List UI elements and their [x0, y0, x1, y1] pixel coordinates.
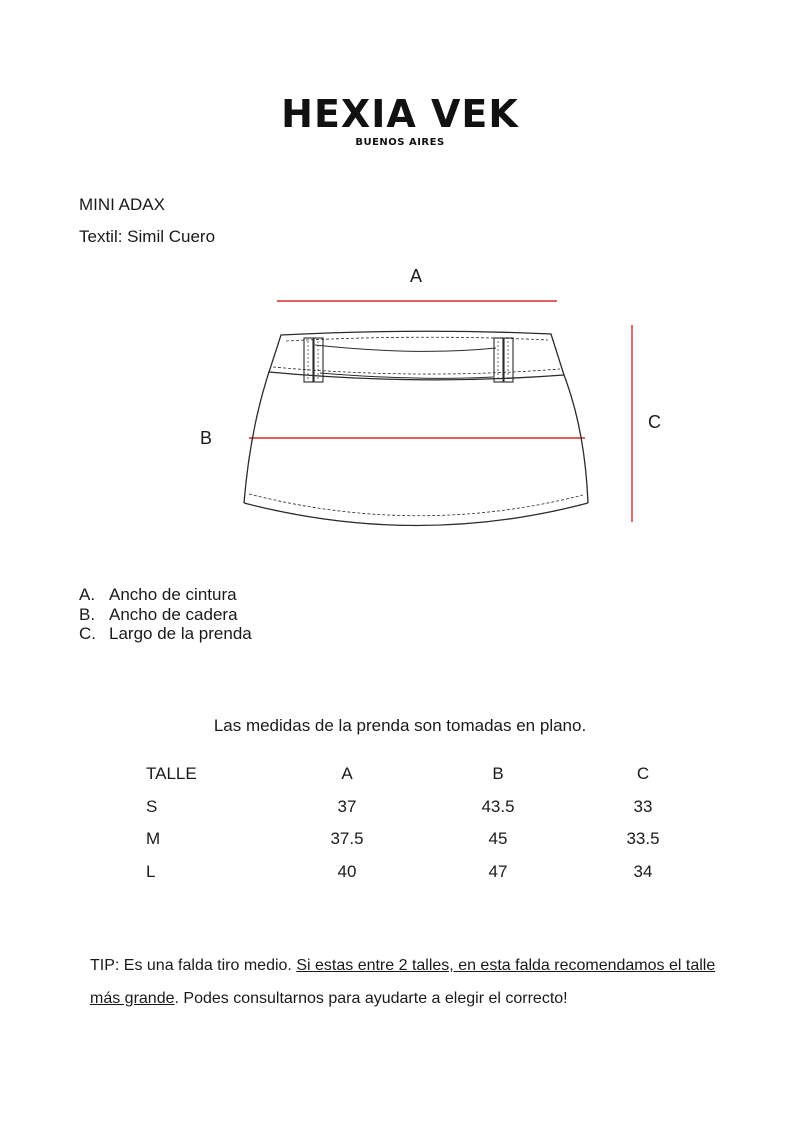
skirt-outline — [244, 331, 588, 525]
table-header: A — [341, 764, 353, 784]
table-header-row — [130, 758, 718, 791]
tip-paragraph — [90, 950, 730, 1015]
table-cell: 45 — [488, 829, 508, 849]
table-cell: 47 — [488, 861, 508, 881]
label-c: C — [648, 412, 661, 432]
brand-logo: HEXIA VEK — [281, 92, 519, 136]
table-cell: 34 — [633, 861, 653, 881]
table-header: C — [636, 764, 650, 784]
label-a: A — [410, 266, 423, 286]
table-cell: M — [146, 829, 161, 849]
table-cell: 43.5 — [481, 796, 515, 816]
measure-legend — [79, 585, 252, 644]
table-cell: S — [146, 796, 158, 816]
measurement-note: Las medidas de la prenda son tomadas en plano. — [213, 716, 587, 735]
table-header: B — [492, 764, 504, 784]
table-cell: L — [146, 861, 156, 881]
product-textile: Textil: Simil Cuero — [79, 227, 216, 246]
table-row — [130, 823, 718, 856]
table-row — [130, 856, 718, 889]
product-name: MINI ADAX — [79, 195, 165, 214]
table-cell: 37.5 — [330, 829, 364, 849]
tip-text-end: . Podes consultarnos para ayudarte a elegir el correcto! — [174, 989, 568, 1007]
size-table — [130, 758, 718, 888]
table-cell: 40 — [337, 861, 357, 881]
brand-location: BUENOS AIRES — [355, 137, 445, 148]
table-cell: 33 — [633, 796, 653, 816]
legend-item-b: B. Ancho de cadera — [79, 604, 238, 624]
table-header: TALLE — [146, 764, 197, 784]
legend-item-c: C. Largo de la prenda — [79, 624, 252, 643]
legend-item-a: A. Ancho de cintura — [79, 585, 237, 604]
table-cell: 37 — [337, 796, 357, 816]
tip-recommendation: Si estas entre 2 talles, en esta falda recomendamos el talle más grande — [90, 957, 716, 1007]
table-cell: 33.5 — [626, 829, 660, 849]
tip-text: TIP: Es una falda tiro medio. — [90, 957, 297, 974]
table-row — [130, 791, 718, 824]
label-b: B — [200, 428, 213, 448]
